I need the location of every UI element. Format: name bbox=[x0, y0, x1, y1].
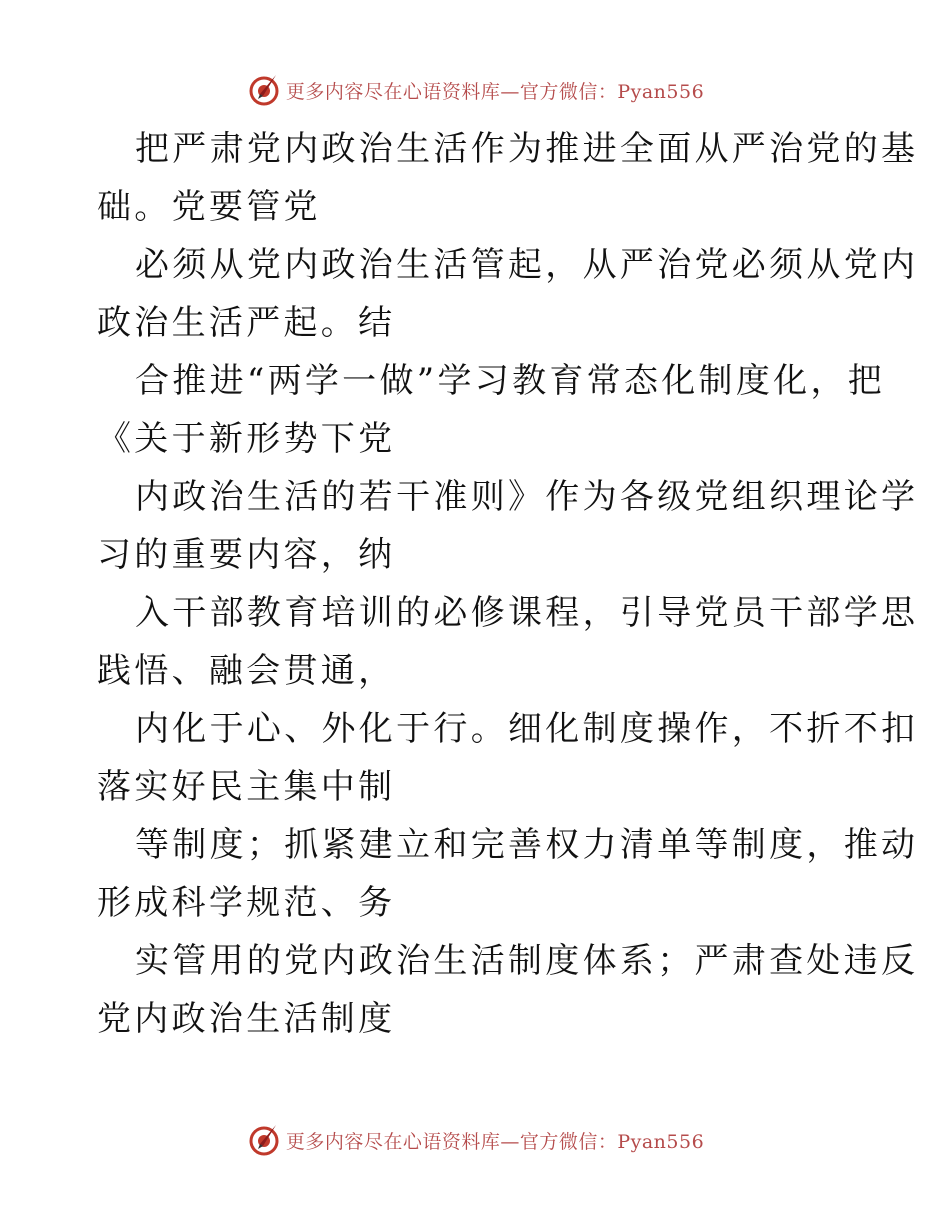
quill-logo-icon bbox=[246, 72, 282, 108]
paragraph-line: 入干部教育培训的必修课程，引导党员干部学思 bbox=[135, 593, 919, 633]
paragraph-line: 践悟、融会贯通， bbox=[97, 651, 396, 691]
paragraph-line: 习的重要内容，纳 bbox=[97, 535, 396, 575]
paragraph bbox=[97, 816, 919, 932]
footer-watermark-text: 更多内容尽在心语资料库—官方微信：Pyan556 bbox=[285, 1130, 705, 1153]
paragraph-line: 形成科学规范、务 bbox=[97, 883, 396, 923]
paragraph bbox=[97, 352, 886, 468]
paragraph bbox=[97, 700, 919, 816]
paragraph-line: 内政治生活的若干准则》作为各级党组织理论学 bbox=[135, 477, 919, 517]
paragraph-line: 必须从党内政治生活管起，从严治党必须从党内 bbox=[135, 245, 919, 285]
paragraph bbox=[97, 236, 919, 352]
paragraph-line: 础。党要管党 bbox=[97, 187, 321, 227]
document-body bbox=[97, 120, 919, 1048]
header-watermark bbox=[0, 70, 950, 110]
footer-watermark bbox=[0, 1120, 950, 1160]
paragraph-line: 政治生活严起。结 bbox=[97, 303, 396, 343]
paragraph-line: 实管用的党内政治生活制度体系；严肃查处违反 bbox=[135, 941, 919, 981]
header-watermark-text: 更多内容尽在心语资料库—官方微信：Pyan556 bbox=[285, 80, 705, 103]
paragraph-line: 等制度；抓紧建立和完善权力清单等制度，推动 bbox=[135, 825, 919, 865]
paragraph-line: 合推进“两学一做”学习教育常态化制度化，把 bbox=[135, 361, 886, 401]
paragraph bbox=[97, 584, 919, 700]
quill-logo-icon bbox=[246, 1122, 282, 1158]
paragraph-line: 《关于新形势下党 bbox=[97, 419, 396, 459]
paragraph-line: 党内政治生活制度 bbox=[97, 999, 396, 1039]
paragraph-line: 把严肃党内政治生活作为推进全面从严治党的基 bbox=[135, 129, 919, 169]
paragraph bbox=[97, 468, 919, 584]
paragraph bbox=[97, 932, 919, 1048]
paragraph-line: 落实好民主集中制 bbox=[97, 767, 396, 807]
paragraph-line: 内化于心、外化于行。细化制度操作，不折不扣 bbox=[135, 709, 919, 749]
paragraph bbox=[97, 120, 919, 236]
